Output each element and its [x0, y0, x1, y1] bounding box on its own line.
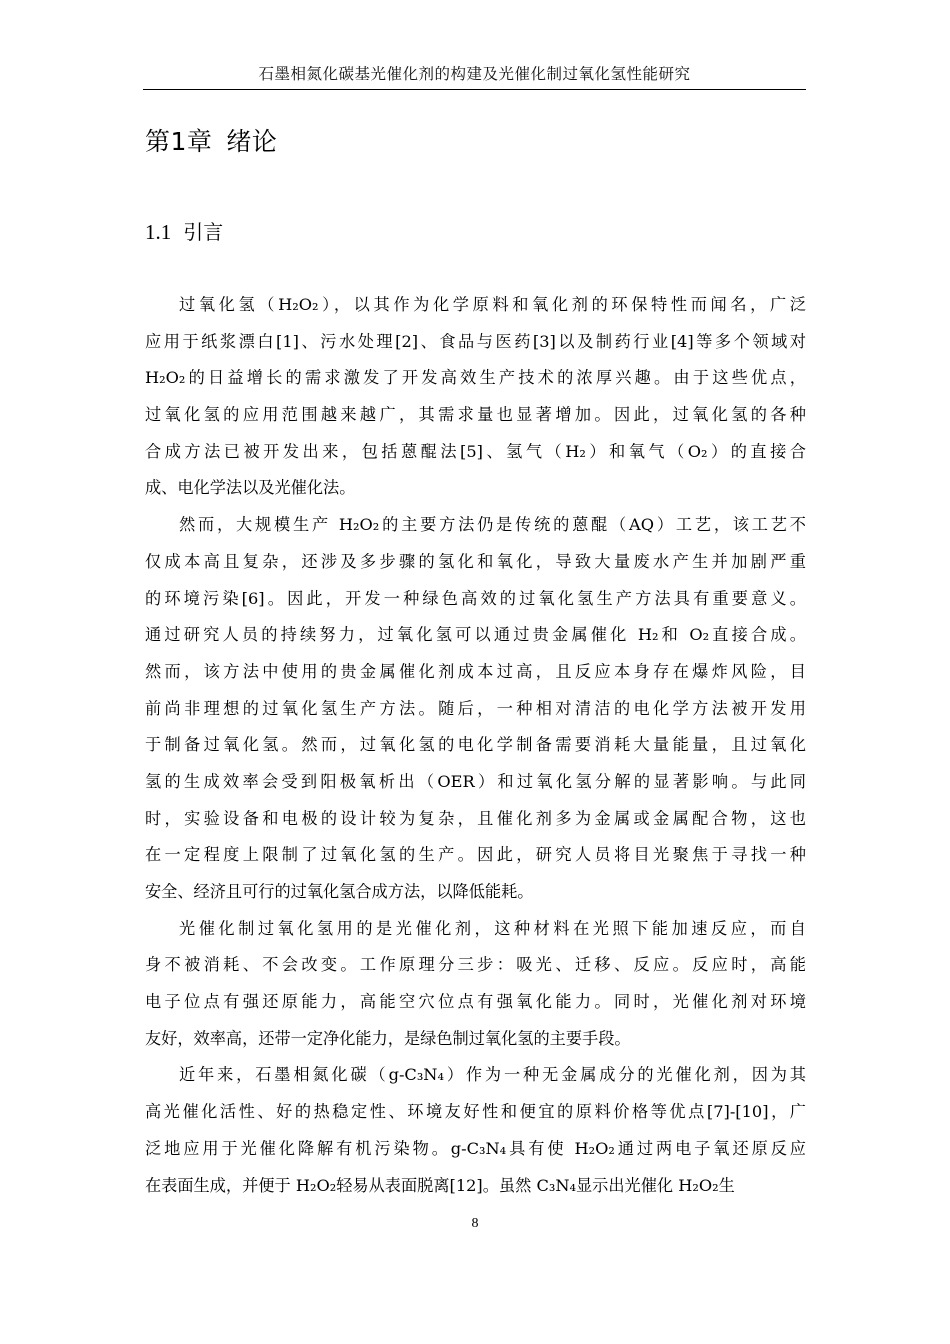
text-line: 电子位点有强还原能力，高能空穴位点有强氧化能力。同时，光催化剂对环境 — [145, 992, 806, 1012]
header-rule — [143, 89, 806, 90]
text-line: 通过研究人员的持续努力，过氧化氢可以通过贵金属催化 H₂和 O₂直接合成。 — [145, 625, 806, 645]
section-heading — [145, 216, 223, 245]
running-header: 石墨相氮化碳基光催化剂的构建及光催化制过氧化氢性能研究 — [258, 65, 691, 83]
text-line: 前尚非理想的过氧化氢生产方法。随后，一种相对清洁的电化学方法被开发用 — [145, 698, 806, 718]
text-line: 氢的生成效率会受到阳极氧析出（OER）和过氧化氢分解的显著影响。与此同 — [145, 771, 806, 791]
text-line: 在表面生成，并便于 H₂O₂轻易从表面脱离[12]。虽然 C₃N₄显示出光催化 H₂O₂生 — [145, 1175, 735, 1195]
text-line: 合成方法已被开发出来，包括蒽醌法[5]、氢气（H₂）和氧气（O₂）的直接合 — [145, 441, 806, 461]
body-text — [145, 287, 806, 1204]
text-line: 仅成本高且复杂，还涉及多步骤的氢化和氧化，导致大量废水产生并加剧严重 — [145, 551, 806, 571]
text-line: 近年来，石墨相氮化碳（g-C₃N₄）作为一种无金属成分的光催化剂，因为其 — [179, 1065, 806, 1085]
section-title: 引言 — [183, 220, 224, 244]
chapter-number: 第1章 — [145, 127, 213, 156]
text-line: 光催化制过氧化氢用的是光催化剂，这种材料在光照下能加速反应，而自 — [179, 918, 806, 938]
paragraph — [145, 1057, 806, 1204]
text-line: 时，实验设备和电极的设计较为复杂，且催化剂多为金属或金属配合物，这也 — [145, 808, 806, 828]
text-line: 友好，效率高，还带一定净化能力，是绿色制过氧化氢的主要手段。 — [145, 1028, 631, 1048]
text-line: 高光催化活性、好的热稳定性、环境友好性和便宜的原料价格等优点[7]-[10]，广 — [145, 1102, 806, 1122]
text-line: 的环境污染[6]。因此，开发一种绿色高效的过氧化氢生产方法具有重要意义。 — [145, 588, 806, 608]
chapter-title: 绪论 — [226, 127, 278, 156]
text-line: 身不被消耗、不会改变。工作原理分三步：吸光、迁移、反应。反应时，高能 — [145, 955, 806, 975]
text-line: 然而，大规模生产 H₂O₂的主要方法仍是传统的蒽醌（AQ）工艺，该工艺不 — [179, 515, 806, 535]
paragraph — [145, 287, 806, 507]
paragraph — [145, 911, 806, 1058]
text-line: H₂O₂的日益增长的需求激发了开发高效生产技术的浓厚兴趣。由于这些优点， — [145, 368, 806, 388]
text-line: 过氧化氢（H₂O₂），以其作为化学原料和氧化剂的环保特性而闻名，广泛 — [179, 295, 806, 314]
paragraph — [145, 507, 806, 911]
text-line: 泛地应用于光催化降解有机污染物。g-C₃N₄具有使 H₂O₂通过两电子氧还原反应 — [145, 1138, 806, 1158]
text-line: 应用于纸浆漂白[1]、污水处理[2]、食品与医药[3]以及制药行业[4]等多个领域对 — [145, 331, 806, 351]
chapter-heading — [145, 122, 277, 158]
text-line: 过氧化氢的应用范围越来越广，其需求量也显著增加。因此，过氧化氢的各种 — [145, 405, 806, 425]
page-number: 8 — [471, 1216, 479, 1231]
text-line: 在一定程度上限制了过氧化氢的生产。因此，研究人员将目光聚焦于寻找一种 — [145, 845, 806, 865]
text-line: 安全、经济且可行的过氧化氢合成方法，以降低能耗。 — [145, 882, 534, 901]
text-line: 然而，该方法中使用的贵金属催化剂成本过高，且反应本身存在爆炸风险，目 — [145, 661, 806, 681]
text-line: 成、电化学法以及光催化法。 — [145, 478, 356, 498]
section-number: 1.1 — [145, 220, 172, 244]
text-line: 于制备过氧化氢。然而，过氧化氢的电化学制备需要消耗大量能量，且过氧化 — [145, 735, 806, 755]
